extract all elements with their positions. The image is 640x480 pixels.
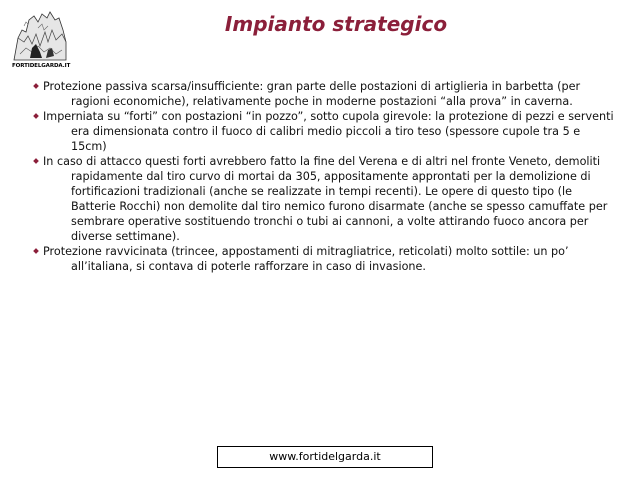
bullet-text: Protezione ravvicinata (trincee, appostamenti di mitragliatrice, reticolati) molto sottile: un po’ all’italiana, si contava di poterle rafforzare in caso di invasione.: [43, 245, 569, 273]
footer-url-text[interactable]: www.fortidelgarda.it: [269, 450, 381, 463]
bullet-text: In caso di attacco questi forti avrebbero fatto la fine del Verena e di altri nel fronte Veneto, demoliti rapidamente dal tiro curvo di mortai da 305, appositamente approntati per la demolizione di fortificazioni tradizionali (anche se realizzate in tempi recenti). Le opere di questo tipo (le Batterie Rocchi) non demolite dal tiro nemico furono disarmate (anche se spesso camuffate per sembrare operative sostituendo tronchi o tubi ai cannoni, a volte attirando fuoco ancora per diverse settimane).: [43, 155, 608, 243]
bullet-text: Protezione passiva scarsa/insufficiente: gran parte delle postazioni di artiglieria in barbetta (per ragioni economiche), relativamente poche in moderne postazioni “alla prova” in caverna.: [43, 80, 581, 108]
footer-url-box[interactable]: [217, 446, 433, 468]
bullet-text: Imperniata su “forti” con postazioni “in pozzo”, sotto cupola girevole: la protezione di pezzi e serventi era dimensionata contro il fuoco di calibri medio piccoli a tiro teso (spessore cupole tra 5 e 15cm): [43, 110, 614, 153]
list-item: [34, 109, 614, 154]
diamond-bullet-icon: [33, 158, 39, 164]
list-item: [34, 244, 614, 274]
diamond-bullet-icon: [33, 83, 39, 89]
logo-caption: FORTIDELGARDA.IT: [12, 63, 71, 69]
bullet-list: [34, 79, 614, 274]
diamond-bullet-icon: [33, 113, 39, 119]
list-item: [34, 154, 614, 244]
list-item: [34, 79, 614, 109]
diamond-bullet-icon: [33, 248, 39, 254]
slide-title: Impianto strategico: [224, 12, 448, 36]
